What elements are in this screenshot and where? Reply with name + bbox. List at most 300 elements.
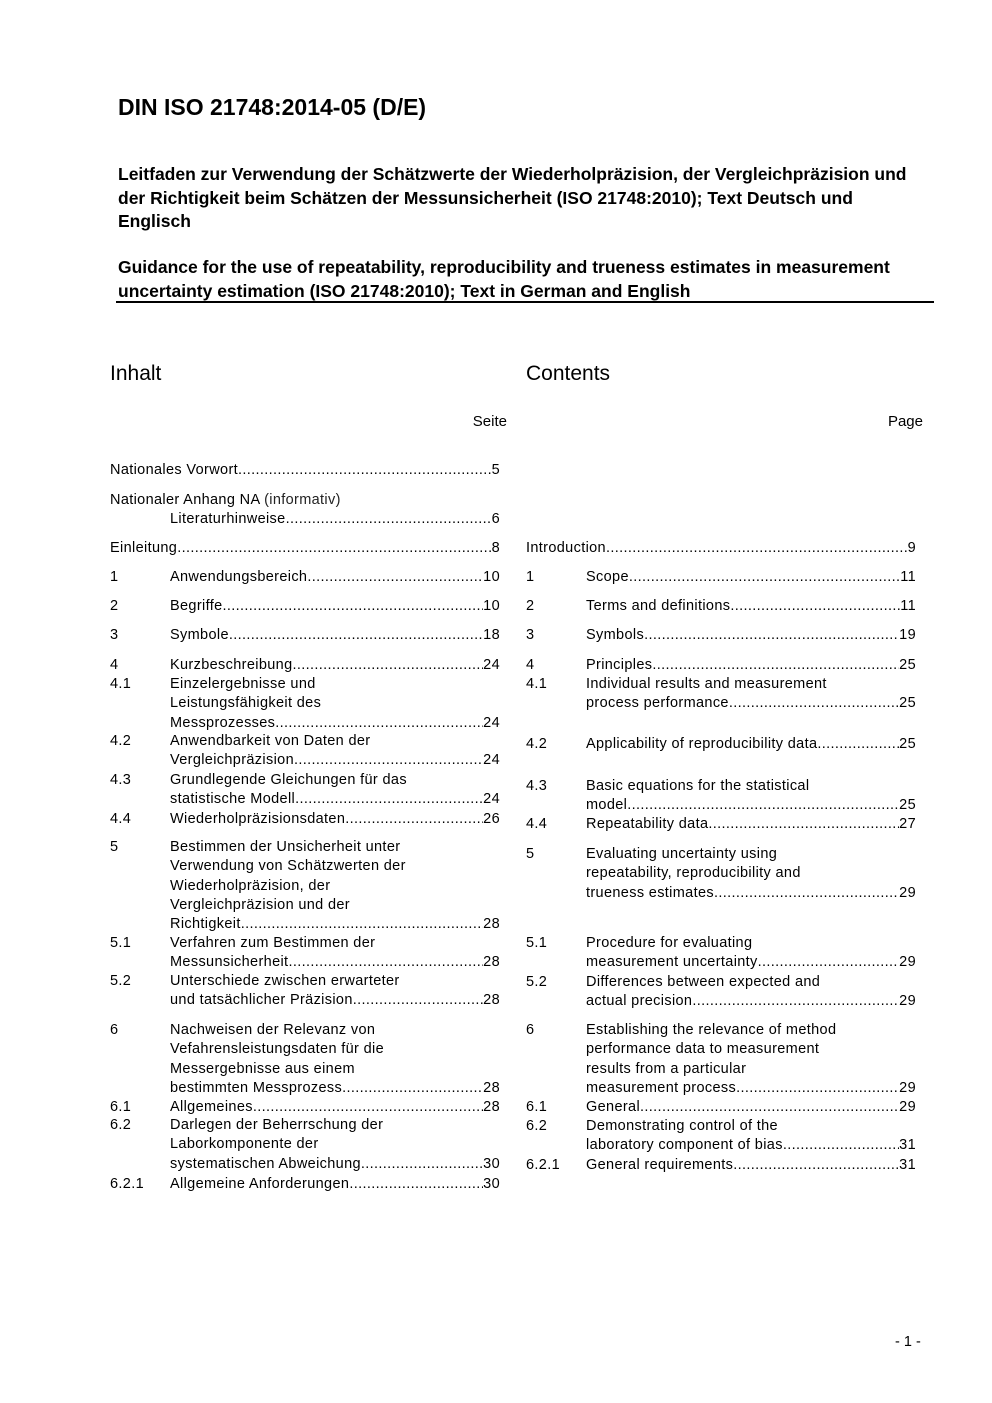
- document-title: DIN ISO 21748:2014-05 (D/E): [118, 94, 427, 120]
- toc-entry-title: bestimmten Messprozess: [170, 1079, 343, 1096]
- toc-entry[interactable]: [526, 735, 916, 754]
- toc-entry[interactable]: [526, 934, 916, 973]
- toc-entry[interactable]: [110, 1098, 500, 1117]
- toc-entry-line: [170, 597, 500, 616]
- dot-leader: [708, 815, 899, 834]
- toc-english: [526, 0, 916, 1403]
- toc-entry-page: 18: [483, 627, 500, 643]
- toc-entry[interactable]: [110, 1175, 500, 1194]
- toc-entry[interactable]: [526, 568, 916, 587]
- toc-entry[interactable]: [526, 1021, 916, 1098]
- toc-entry-page: 29: [899, 993, 916, 1010]
- toc-entry-line: [170, 838, 500, 857]
- toc-entry-row: [526, 626, 916, 645]
- toc-entry-number: 1: [526, 569, 535, 585]
- toc-entry-row: [526, 539, 916, 558]
- toc-entry-number: 3: [110, 627, 119, 643]
- toc-entry-page: 24: [483, 657, 500, 673]
- toc-entry-title: Leistungsfähigkeit des: [170, 695, 322, 712]
- toc-entry-row: [110, 810, 500, 829]
- toc-entry[interactable]: [526, 973, 916, 1012]
- toc-entry-row: [110, 857, 500, 876]
- toc-entry-row: [110, 539, 500, 558]
- toc-entry-title: Symbole: [170, 627, 229, 643]
- toc-entry-title: Symbols: [586, 627, 645, 643]
- toc-entry[interactable]: [526, 1098, 916, 1117]
- toc-entry-page: 10: [483, 569, 500, 585]
- toc-entry[interactable]: [110, 568, 500, 587]
- toc-entry-page: 8: [491, 540, 500, 556]
- toc-entry-title: Terms and definitions: [586, 598, 731, 614]
- dot-leader: [223, 597, 484, 616]
- toc-entry-number: 6: [526, 1022, 535, 1038]
- toc-entry-number: 4.1: [110, 676, 132, 692]
- title-english: Guidance for the use of repeatability, reproducibility and trueness estimates in measurement uncertainty estimation (ISO 21748:2010); Text in German and English: [118, 257, 890, 301]
- toc-entry-number: 6.2: [110, 1117, 132, 1133]
- toc-entry-title: Wiederholpräzision, der: [170, 877, 331, 894]
- toc-entry-title: results from a particular: [586, 1060, 747, 1077]
- toc-entry-line: [110, 491, 500, 510]
- toc-entry-row: [110, 568, 500, 587]
- toc-entry-row: [110, 1021, 500, 1040]
- page-number: - 1 -: [895, 1334, 921, 1350]
- dot-leader: [177, 539, 491, 558]
- toc-entry-number: 5: [110, 839, 119, 855]
- toc-entry-number: 6.2: [526, 1118, 548, 1134]
- toc-entry-row: [526, 1117, 916, 1136]
- toc-entry-row: [110, 953, 500, 972]
- toc-entry-title: trueness estimates: [586, 884, 714, 901]
- toc-entry-title: Messunsicherheit: [170, 954, 289, 971]
- toc-entry-row: [110, 1040, 500, 1059]
- toc-entry-row: [110, 896, 500, 915]
- toc-entry-line: [586, 973, 916, 992]
- toc-entry-row: [110, 1060, 500, 1079]
- toc-entry-title: model: [586, 797, 628, 814]
- toc-entry-title: Principles: [586, 657, 653, 673]
- toc-entry-page: 11: [900, 598, 916, 614]
- dot-leader: [652, 656, 899, 675]
- toc-entry-row: [110, 915, 500, 934]
- toc-entry-title: Allgemeines: [170, 1099, 253, 1115]
- toc-entry[interactable]: [526, 675, 916, 714]
- toc-entry-page: 29: [899, 884, 916, 901]
- toc-entry-row: [526, 864, 916, 883]
- toc-entry-row: [526, 735, 916, 754]
- dot-leader: [353, 991, 483, 1010]
- toc-entry[interactable]: [526, 656, 916, 675]
- toc-entry-line: [170, 991, 500, 1010]
- toc-entry-row: [526, 1060, 916, 1079]
- toc-entry-page: 28: [483, 992, 500, 1009]
- toc-entry-line: [586, 845, 916, 864]
- toc-entry-title: process performance: [586, 695, 729, 712]
- toc-entry-row: [110, 1135, 500, 1154]
- toc-entry-title: Nationaler Anhang NA: [110, 492, 260, 508]
- toc-entry-line: [586, 597, 916, 616]
- dot-leader: [758, 953, 900, 972]
- toc-entry[interactable]: [110, 1021, 500, 1098]
- dot-leader: [238, 461, 492, 480]
- toc-entry-line: [586, 1136, 916, 1155]
- toc-entry-number: 6.1: [526, 1099, 548, 1115]
- toc-entry[interactable]: [110, 771, 500, 810]
- toc-entry-row: [526, 1021, 916, 1040]
- toc-entry-page: 28: [483, 1099, 500, 1115]
- toc-entry-title: Repeatability data: [586, 816, 709, 832]
- toc-entry-row: [526, 568, 916, 587]
- toc-entry[interactable]: [110, 597, 500, 616]
- toc-entry-page: 30: [483, 1155, 500, 1172]
- toc-entry-line: [586, 992, 916, 1011]
- toc-entry-title: Nachweisen der Relevanz von: [170, 1022, 376, 1038]
- toc-entry-line: [170, 694, 500, 713]
- dot-leader: [307, 568, 483, 587]
- toc-entry-line: [586, 953, 916, 972]
- toc-entry[interactable]: [110, 461, 500, 480]
- toc-entry-line: [170, 896, 500, 915]
- toc-entry-page: 29: [899, 1099, 916, 1115]
- toc-entry-title: Applicability of reproducibility data: [586, 736, 818, 752]
- toc-entry-line: [586, 1040, 916, 1059]
- toc-entry-row: [526, 796, 916, 815]
- toc-entry-title: Grundlegende Gleichungen für das: [170, 772, 407, 788]
- toc-entry-row: [110, 1098, 500, 1117]
- toc-entry-line: [586, 1021, 916, 1040]
- toc-entry-line: [170, 972, 500, 991]
- toc-entry-title: Establishing the relevance of method: [586, 1022, 837, 1038]
- toc-entry-title: Differences between expected and: [586, 974, 821, 990]
- toc-entry-row: [110, 934, 500, 953]
- toc-entry-row: [110, 675, 500, 694]
- toc-entry[interactable]: [110, 732, 500, 771]
- toc-entry-page: 25: [899, 797, 916, 814]
- toc-entry-title: Laborkomponente der: [170, 1136, 319, 1153]
- toc-entry[interactable]: [526, 597, 916, 616]
- toc-entry-row: [110, 877, 500, 896]
- toc-entry-number: 6: [110, 1022, 119, 1038]
- toc-heading-german: Inhalt: [110, 362, 162, 385]
- toc-entry-line: [170, 915, 500, 934]
- toc-entry-page: 27: [899, 816, 916, 832]
- toc-entry-row: [526, 597, 916, 616]
- toc-entry-row: [526, 656, 916, 675]
- dot-leader: [627, 796, 899, 815]
- toc-entry-title: Scope: [586, 569, 629, 585]
- toc-entry[interactable]: [110, 675, 500, 733]
- toc-entry-number: 4.1: [526, 676, 548, 692]
- dot-leader: [817, 735, 899, 754]
- toc-entry-line: [170, 1116, 500, 1135]
- toc-entry-title: Anwendbarkeit von Daten der: [170, 733, 371, 749]
- toc-entry-title: Procedure for evaluating: [586, 935, 753, 951]
- toc-entry-title: Verwendung von Schätzwerten der: [170, 858, 406, 875]
- toc-entry-title: repeatability, reproducibility and: [586, 865, 801, 882]
- dot-leader: [292, 656, 483, 675]
- toc-entry-page: 28: [483, 916, 500, 933]
- dot-leader: [629, 568, 900, 587]
- toc-entry-title: Messergebnisse aus einem: [170, 1060, 355, 1077]
- toc-entry-row: [526, 675, 916, 694]
- toc-german: [110, 0, 500, 1403]
- toc-entry-number: 1: [110, 569, 119, 585]
- toc-entry-title: measurement uncertainty: [586, 954, 758, 971]
- toc-entry-line: [170, 1040, 500, 1059]
- toc-entry-number: 3: [526, 627, 535, 643]
- dot-leader: [349, 1175, 483, 1194]
- toc-entry-title: und tatsächlicher Präzision: [170, 992, 353, 1009]
- dot-leader: [736, 1079, 899, 1098]
- toc-entry[interactable]: [526, 777, 916, 816]
- toc-entry-page: 6: [491, 511, 500, 528]
- toc-entry-line: [526, 539, 916, 558]
- toc-entry-page: 29: [899, 1079, 916, 1096]
- toc-entry-title: Allgemeine Anforderungen: [170, 1176, 350, 1192]
- toc-entry[interactable]: [110, 656, 500, 675]
- dot-leader: [295, 790, 483, 809]
- toc-entry-line: [586, 796, 916, 815]
- toc-entry-line: [110, 539, 500, 558]
- toc-entry-line: [586, 884, 916, 903]
- toc-entry[interactable]: [110, 810, 500, 829]
- toc-entry-page: 31: [899, 1137, 916, 1154]
- toc-entry-suffix: (informativ): [264, 492, 341, 508]
- toc-entry-row: [526, 694, 916, 713]
- toc-entry-line: [170, 1135, 500, 1154]
- toc-entry-row: [110, 751, 500, 770]
- toc-entry[interactable]: [110, 626, 500, 645]
- toc-entry-line: [170, 714, 500, 733]
- toc-entry-title: Verfahren zum Bestimmen der: [170, 935, 376, 951]
- toc-entry[interactable]: [526, 845, 916, 903]
- toc-entry-line: [170, 751, 500, 770]
- dot-leader: [733, 1156, 899, 1175]
- dot-leader: [361, 1155, 483, 1174]
- toc-entry-number: 4.2: [110, 733, 132, 749]
- toc-entry-number: 4.4: [110, 811, 132, 827]
- toc-entry-number: 4.4: [526, 816, 548, 832]
- dot-leader: [241, 915, 483, 934]
- toc-entry-row: [526, 934, 916, 953]
- page-column-label-english: Page: [887, 413, 923, 430]
- toc-entry-title: Begriffe: [170, 598, 223, 614]
- toc-entry-row: [110, 732, 500, 751]
- toc-entry-row: [110, 1079, 500, 1098]
- toc-entry-row: [526, 973, 916, 992]
- toc-entry-row: [110, 597, 500, 616]
- toc-entry-line: [586, 1156, 916, 1175]
- toc-entry-row: [110, 656, 500, 675]
- toc-entry-line: [170, 877, 500, 896]
- toc-entry-number: 4: [526, 657, 535, 673]
- toc-entry-row: [110, 1116, 500, 1135]
- toc-entry-number: 5.1: [526, 935, 548, 951]
- toc-entry-row: [526, 884, 916, 903]
- toc-entry-line: [170, 675, 500, 694]
- toc-entry-page: 28: [483, 954, 500, 971]
- toc-entry-line: [586, 626, 916, 645]
- toc-entry-title: Literaturhinweise: [170, 511, 286, 528]
- toc-entry-row: [110, 790, 500, 809]
- toc-entry-line: [586, 1098, 916, 1117]
- toc-entry-row: [110, 771, 500, 790]
- toc-entry-title: systematischen Abweichung: [170, 1155, 361, 1172]
- dot-leader: [294, 751, 483, 770]
- toc-entry-row: [110, 461, 500, 480]
- toc-entry-page: 24: [483, 752, 500, 769]
- dot-leader: [275, 714, 483, 733]
- dot-leader: [640, 1098, 899, 1117]
- toc-entry-line: [170, 732, 500, 751]
- toc-entry-number: 4.3: [110, 772, 132, 788]
- toc-entry-line: [586, 815, 916, 834]
- toc-entry-row: [110, 1155, 500, 1174]
- dot-leader: [345, 810, 483, 829]
- toc-entry[interactable]: [110, 934, 500, 973]
- dot-leader: [714, 884, 899, 903]
- toc-entry-title: General requirements: [586, 1157, 734, 1173]
- toc-entry-number: 5.1: [110, 935, 132, 951]
- toc-entry-title: measurement process: [586, 1079, 737, 1096]
- toc-entry-row: [526, 1136, 916, 1155]
- toc-entry[interactable]: [110, 972, 500, 1011]
- toc-entry-row: [526, 1156, 916, 1175]
- toc-entry[interactable]: [526, 815, 916, 834]
- toc-entry[interactable]: [526, 1117, 916, 1156]
- toc-entry-line: [170, 934, 500, 953]
- toc-entry[interactable]: [110, 1116, 500, 1174]
- toc-entry[interactable]: [110, 491, 500, 530]
- toc-entry-title: Individual results and measurement: [586, 676, 827, 692]
- toc-entry-page: 24: [483, 791, 500, 808]
- toc-entry-row: [110, 626, 500, 645]
- toc-entry-page: 26: [483, 811, 500, 827]
- toc-entry-line: [586, 864, 916, 883]
- toc-entry-number: 6.2.1: [110, 1176, 144, 1192]
- toc-entry[interactable]: [110, 838, 500, 934]
- toc-entry-page: 5: [491, 462, 500, 478]
- toc-entry-page: 28: [483, 1079, 500, 1096]
- toc-entry-page: 9: [907, 540, 916, 556]
- toc-entry-page: 25: [899, 695, 916, 712]
- dot-leader: [288, 953, 483, 972]
- toc-entry-line: [170, 857, 500, 876]
- toc-entry-row: [110, 491, 500, 510]
- toc-entry[interactable]: [526, 539, 916, 558]
- dot-leader: [286, 510, 492, 529]
- toc-entry-page: 31: [899, 1157, 916, 1173]
- toc-entry-line: [170, 1060, 500, 1079]
- toc-entry-page: 25: [899, 736, 916, 752]
- toc-entry-row: [526, 1098, 916, 1117]
- dot-leader: [342, 1079, 483, 1098]
- toc-entry-title: Evaluating uncertainty using: [586, 846, 778, 862]
- toc-entry-title: Vefahrensleistungsdaten für die: [170, 1041, 384, 1058]
- dot-leader: [730, 597, 900, 616]
- toc-entry-title: Demonstrating control of the: [586, 1118, 778, 1134]
- page-column-label-german: Seite: [472, 413, 507, 430]
- toc-entry-line: [170, 953, 500, 972]
- toc-entry-title: Basic equations for the statistical: [586, 778, 810, 794]
- toc-entry-line: [586, 1060, 916, 1079]
- toc-entry-row: [110, 694, 500, 713]
- toc-entry-number: 4.2: [526, 736, 548, 752]
- toc-entry-page: 24: [483, 714, 500, 731]
- toc-entry-number: 6.2.1: [526, 1157, 560, 1173]
- toc-entry-line: [170, 510, 500, 529]
- toc-entry-line: [170, 626, 500, 645]
- toc-entry-title: performance data to measurement: [586, 1041, 820, 1058]
- toc-entry-line: [170, 1155, 500, 1174]
- toc-entry-row: [526, 777, 916, 796]
- dot-leader: [606, 539, 908, 558]
- toc-entry-line: [170, 810, 500, 829]
- dot-leader: [253, 1098, 483, 1117]
- toc-entry-title: Unterschiede zwischen erwarteter: [170, 973, 400, 989]
- toc-entry-title: Vergleichpräzision und der: [170, 896, 350, 913]
- toc-entry-line: [170, 1098, 500, 1117]
- toc-entry-line: [110, 461, 500, 480]
- toc-entry-row: [110, 1175, 500, 1194]
- toc-entry-page: 10: [483, 598, 500, 614]
- toc-entry-row: [110, 838, 500, 857]
- title-german: Leitfaden zur Verwendung der Schätzwerte der Wiederholpräzision, der Vergleichpräzision und der Richtigkeit beim Schätzen der Messunsicherheit (ISO 21748:2010); Text Deutsch und Englisch: [118, 164, 907, 231]
- toc-entry-page: 29: [899, 954, 916, 971]
- toc-entry-number: 2: [110, 598, 119, 614]
- toc-entry-row: [110, 972, 500, 991]
- toc-entry-title: laboratory component of bias: [586, 1137, 783, 1154]
- toc-entry-title: Messprozesses: [170, 714, 276, 731]
- toc-entry[interactable]: [110, 539, 500, 558]
- toc-entry-title: statistische Modell: [170, 791, 296, 808]
- toc-entry-line: [170, 568, 500, 587]
- toc-entry-number: 5: [526, 846, 535, 862]
- toc-entry-line: [586, 656, 916, 675]
- toc-entry-row: [526, 1040, 916, 1059]
- toc-heading-english: Contents: [526, 362, 611, 385]
- toc-entry-line: [586, 694, 916, 713]
- toc-entry-line: [170, 1021, 500, 1040]
- toc-entry-page: 25: [899, 657, 916, 673]
- dot-leader: [729, 694, 899, 713]
- toc-entry-number: 6.1: [110, 1099, 132, 1115]
- toc-entry[interactable]: [526, 1156, 916, 1175]
- toc-entry-line: [170, 1175, 500, 1194]
- dot-leader: [783, 1136, 899, 1155]
- toc-entry-number: 4: [110, 657, 119, 673]
- toc-entry-row: [526, 1079, 916, 1098]
- toc-entry-row: [526, 992, 916, 1011]
- toc-entry-title: Anwendungsbereich: [170, 569, 308, 585]
- toc-entry-title: actual precision: [586, 993, 693, 1010]
- dot-leader: [644, 626, 899, 645]
- toc-entry-number: 5.2: [526, 974, 548, 990]
- toc-entry-line: [586, 735, 916, 754]
- toc-entry-line: [586, 675, 916, 694]
- toc-entry-line: [170, 1079, 500, 1098]
- toc-entry-title: Introduction: [526, 540, 606, 556]
- toc-entry-line: [586, 1079, 916, 1098]
- toc-entry-number: 4.3: [526, 778, 548, 794]
- toc-entry-title: Kurzbeschreibung: [170, 657, 293, 673]
- toc-entry-title: General: [586, 1099, 641, 1115]
- toc-entry-page: 19: [899, 627, 916, 643]
- toc-entry[interactable]: [526, 626, 916, 645]
- toc-entry-row: [110, 991, 500, 1010]
- toc-entry-title: Einleitung: [110, 540, 178, 556]
- toc-entry-row: [110, 714, 500, 733]
- toc-entry-line: [586, 568, 916, 587]
